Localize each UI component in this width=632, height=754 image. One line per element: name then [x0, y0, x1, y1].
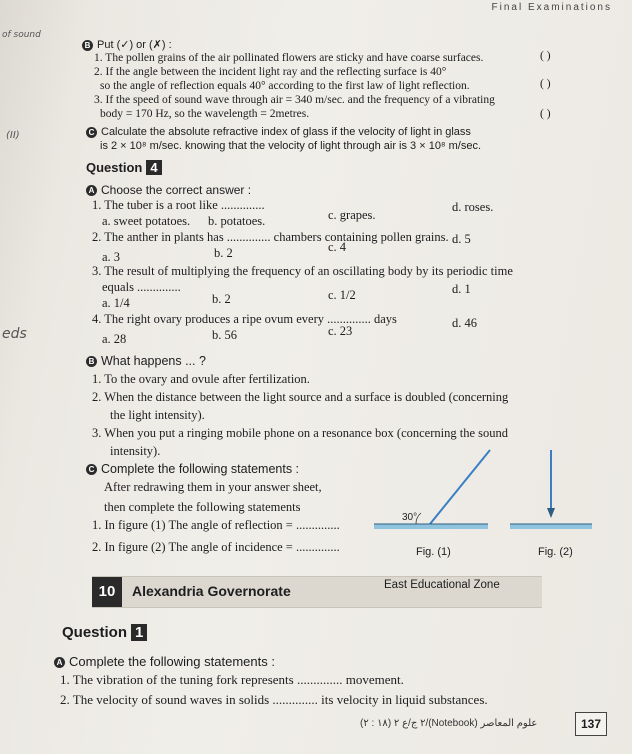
- mcq-2-option-a[interactable]: a. 3: [102, 250, 121, 264]
- tf-blank-3[interactable]: ( ): [540, 108, 551, 120]
- mcq-2-option-c[interactable]: c. 4: [328, 240, 347, 254]
- fig2-ray-arrow: [547, 508, 555, 518]
- q1-a-heading: [54, 654, 275, 669]
- q4-b-bullet: B: [86, 356, 97, 367]
- mcq-4-option-b[interactable]: b. 56: [212, 328, 237, 342]
- q4-b-heading: [86, 354, 206, 368]
- q4-c-bullet: C: [86, 464, 97, 475]
- tf-item-3-cont: body = 170 Hz, so the wavelength = 2metres.: [100, 108, 310, 120]
- tf-blank-2[interactable]: ( ): [540, 78, 551, 90]
- what-happens-3: 3. When you put a ringing mobile phone on a resonance box (concerning the sound: [92, 426, 508, 440]
- complete-line-4: 2. In figure (2) The angle of incidence = ..............: [92, 540, 340, 554]
- q4-c-heading: [86, 462, 299, 476]
- q4-a-title: Choose the correct answer :: [101, 183, 252, 197]
- complete-line-3: 1. In figure (1) The angle of reflection = ..............: [92, 518, 340, 532]
- margin-note-middle: (II): [6, 130, 20, 141]
- mcq-3-option-b[interactable]: b. 2: [212, 292, 231, 306]
- part-b-instruction-line: [82, 38, 172, 51]
- footer-text: (١٨ : ٢) ٢ ج/ع ٢/(Notebook) علوم المعاصر: [360, 718, 538, 729]
- mcq-4-option-a[interactable]: a. 28: [102, 332, 127, 346]
- fig1-mirror: [374, 524, 488, 529]
- question-4-heading: [86, 160, 162, 175]
- mcq-1-option-d[interactable]: d. roses.: [452, 200, 494, 214]
- page-number: 137: [575, 712, 607, 736]
- governorate-number: 10: [92, 577, 122, 607]
- tf-blank-1[interactable]: ( ): [540, 50, 551, 62]
- margin-note-top: of sound: [2, 30, 41, 40]
- question-4-title: Question: [86, 160, 143, 175]
- mcq-1-option-b[interactable]: b. potatoes.: [208, 214, 266, 228]
- q4-b-title: What happens ... ?: [101, 354, 206, 368]
- figure-1: [372, 448, 492, 538]
- fig1-caption: Fig. (1): [416, 546, 451, 558]
- calc-text-1: Calculate the absolute refractive index of glass if the velocity of light in glass: [101, 126, 471, 138]
- mcq-3-option-d[interactable]: d. 1: [452, 282, 471, 296]
- governorate-banner: [92, 576, 542, 608]
- part-b-instruction: Put (✓) or (✗) :: [97, 39, 172, 51]
- figure-2: [508, 448, 594, 538]
- mcq-4-option-c[interactable]: c. 23: [328, 324, 353, 338]
- q4-a-heading: [86, 183, 251, 197]
- mcq-2-stem: 2. The anther in plants has .............. chambers containing pollen grains.: [92, 230, 449, 244]
- q4-a-bullet: A: [86, 185, 97, 196]
- tf-item-3: 3. If the speed of sound wave through air = 340 m/sec. and the frequency of a vibrating: [94, 94, 495, 106]
- complete-line-2: then complete the following statements: [104, 500, 301, 514]
- calc-line-1: [86, 126, 471, 138]
- header-title: Final Examinations: [491, 2, 612, 13]
- tf-item-2-cont: so the angle of reflection equals 40° according to the first law of light reflection.: [100, 80, 470, 92]
- question-1-number: 1: [131, 624, 147, 641]
- mcq-2-option-d[interactable]: d. 5: [452, 232, 471, 246]
- q1-statement-1: 1. The vibration of the tuning fork represents .............. movement.: [60, 672, 404, 687]
- question-1-title: Question: [62, 624, 128, 641]
- mcq-3-option-a[interactable]: a. 1/4: [102, 296, 130, 310]
- mcq-3-option-c[interactable]: c. 1/2: [328, 288, 356, 302]
- question-4-number: 4: [146, 160, 161, 175]
- q1-a-title: Complete the following statements :: [69, 654, 275, 669]
- fig1-angle-label: 30°: [402, 512, 418, 523]
- part-b-bullet: B: [82, 40, 93, 51]
- fig2-caption: Fig. (2): [538, 546, 573, 558]
- mcq-4-stem: 4. The right ovary produces a ripe ovum every .............. days: [92, 312, 397, 326]
- mcq-1-option-c[interactable]: c. grapes.: [328, 208, 376, 222]
- q1-statement-2: 2. The velocity of sound waves in solids .............. its velocity in liquid substances.: [60, 692, 488, 707]
- educational-zone: East Educational Zone: [384, 579, 500, 591]
- tf-item-2: 2. If the angle between the incident light ray and the reflecting surface is 40°: [94, 66, 447, 78]
- governorate-name: Alexandria Governorate: [132, 583, 291, 599]
- q1-a-bullet: A: [54, 657, 65, 668]
- mcq-4-option-d[interactable]: d. 46: [452, 316, 477, 330]
- mcq-2-option-b[interactable]: b. 2: [214, 246, 233, 260]
- what-happens-3-cont: intensity).: [110, 444, 161, 458]
- part-c-bullet: C: [86, 127, 97, 138]
- mcq-1-stem: 1. The tuber is a root like ..............: [92, 198, 265, 212]
- calc-line-2: is 2 × 10⁸ m/sec. knowing that the velocity of light through air is 3 × 10⁸ m/sec.: [100, 140, 482, 152]
- margin-note-lower: eds: [2, 326, 27, 342]
- fig2-mirror: [510, 524, 592, 529]
- what-happens-2-cont: the light intensity).: [110, 408, 205, 422]
- mcq-3-stem: 3. The result of multiplying the frequency of an oscillating body by its periodic time: [92, 264, 513, 278]
- mcq-1-option-a[interactable]: a. sweet potatoes.: [102, 214, 191, 228]
- mcq-3-stem-cont: equals ..............: [102, 280, 181, 294]
- tf-item-1: 1. The pollen grains of the air pollinated flowers are sticky and have coarse surfaces.: [94, 52, 484, 64]
- what-happens-1: 1. To the ovary and ovule after fertilization.: [92, 372, 310, 386]
- what-happens-2: 2. When the distance between the light source and a surface is doubled (concerning: [92, 390, 509, 404]
- question-1-heading: [62, 624, 147, 641]
- complete-line-1: After redrawing them in your answer sheet,: [104, 480, 322, 494]
- fig1-incident-ray: [430, 450, 490, 524]
- q4-c-title: Complete the following statements :: [101, 462, 300, 476]
